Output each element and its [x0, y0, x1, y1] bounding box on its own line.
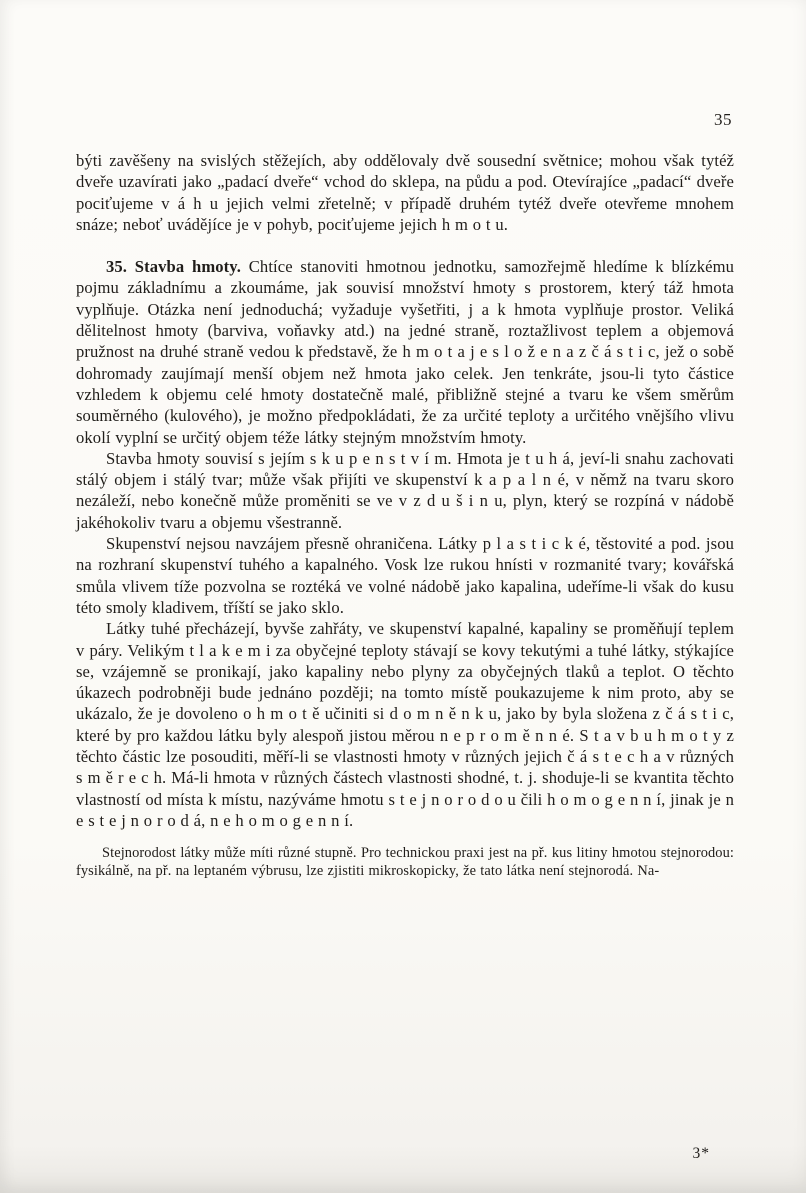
section-heading: 35. Stavba hmoty.	[106, 257, 242, 277]
paragraph-transitions-homogeneity: Látky tuhé přecházejí, byvše zahřáty, ve skupenství kapalné, kapaliny se proměňují teplem v páry. Velikým t l a k e m i za obyčejné teploty stávají se kovy tekutými a tuhé látky, stýkajíce se, vzájemně se pronikají, jako kapaliny nebo plyny za obyčejných tlaků a teplot. O těchto úkazech podrobněji bude jednáno později; na tomto místě poukazujeme k nim proto, aby se ukázalo, že je dovoleno o h m o t ě učiniti si d o m n ě n k u, jako by byla složena z č á s t i c, které by pro každou látku byly alespoň jistou měrou n e p r o m ě n n é. S t a v b u h m o t y z těchto částic lze posouditi, měří-li se vlastnosti hmoty v různých jejich č á s t e c h a v různých s m ě r e c h. Má-li hmota v různých částech vlastnosti shodné, t. j. shoduje-li se kvantita těchto vlastností od místa k místu, nazýváme hmotu s t e j n o r o d o u čili h o m o g e n n í, jinak je n e s t e j n o r o d á, n e h o m o g e n n í.	[76, 619, 734, 830]
signature-mark: 3*	[692, 1145, 710, 1162]
page-body-text	[76, 150, 734, 881]
paragraph-states-of-matter: Stavba hmoty souvisí s jejím s k u p e n s t v í m. Hmota je t u h á, jeví-li snahu zachovati stálý objem i stálý tvar; může však přijíti ve skupenství k a p a l n é, v němž na tvaru skoro nezáleží, nebo konečně může proměniti se ve v z d u š i n u, plyn, který se rozpíná v nádobě jakéhokoliv tvaru a objemu všestranně.	[76, 448, 734, 532]
paragraph-petit-note: Stejnorodost látky může míti různé stupně. Pro technickou praxi jest na př. kus litiny hmotou stejnorodou: fysikálně, na př. na leptaném výbrusu, lze zjistiti mikroskopicky, že tato látka není stejnorodá. Na-	[76, 845, 734, 880]
paragraph-state-boundaries: Skupenství nejsou navzájem přesně ohraničena. Látky p l a s t i c k é, těstovité a pod. jsou na rozhraní skupenství tuhého a kapalného. Vosk lze rukou hnísti v rozmanité tvary; kovářská smůla vlivem tíže pozvolna se roztéká ve volné nádobě jako kapalina, udeříme-li však do kusu této smoly kladivem, tříští se jako sklo.	[76, 534, 734, 617]
page-number: 35	[714, 110, 732, 129]
section-body-text: Chtíce stanoviti hmotnou jednotku, samozřejmě hledíme k blízkému pojmu základnímu a zkoumáme, jak souvisí množství hmoty s prostorem, který táž hmota vyplňuje. Otázka není jednoduchá; vyžaduje vyšetřiti, j a k hmota vyplňuje prostor. Veliká dělitelnost hmoty (barviva, voňavky atd.) na jedné straně, roztažlivost teplem a objemová pružnost na druhé straně vedou k představě, že h m o t a j e s l o ž e n a z č á s t i c, jež o sobě dohromady zaujímají menší objem než hmota jako celek. Jen tenkráte, jsou-li tyto částice vzhledem k objemu celé hmoty dostatečně malé, přibližně stejné a tvaru ke všem směrům souměrného (kulového), je možno předpokládati, že za určité teploty a určitého vnějšího vlivu okolí vyplní se určitý objem téže látky stejným množstvím hmoty.	[76, 257, 734, 447]
paragraph-section-35	[76, 256, 734, 448]
paragraph-continuation: býti zavěšeny na svislých stěžejích, aby oddělovaly dvě sousední světnice; mohou však tytéž dveře uzavírati jako „padací dveře“ vchod do sklepa, na půdu a pod. Otevírajíce „padací“ dveře pociťujeme v á h u jejich velmi zřetelně; v případě druhém tytéž dveře otevřeme mnohem snáze; neboť uvádějíce je v pohyb, pociťujeme jejich h m o t u.	[76, 151, 734, 234]
